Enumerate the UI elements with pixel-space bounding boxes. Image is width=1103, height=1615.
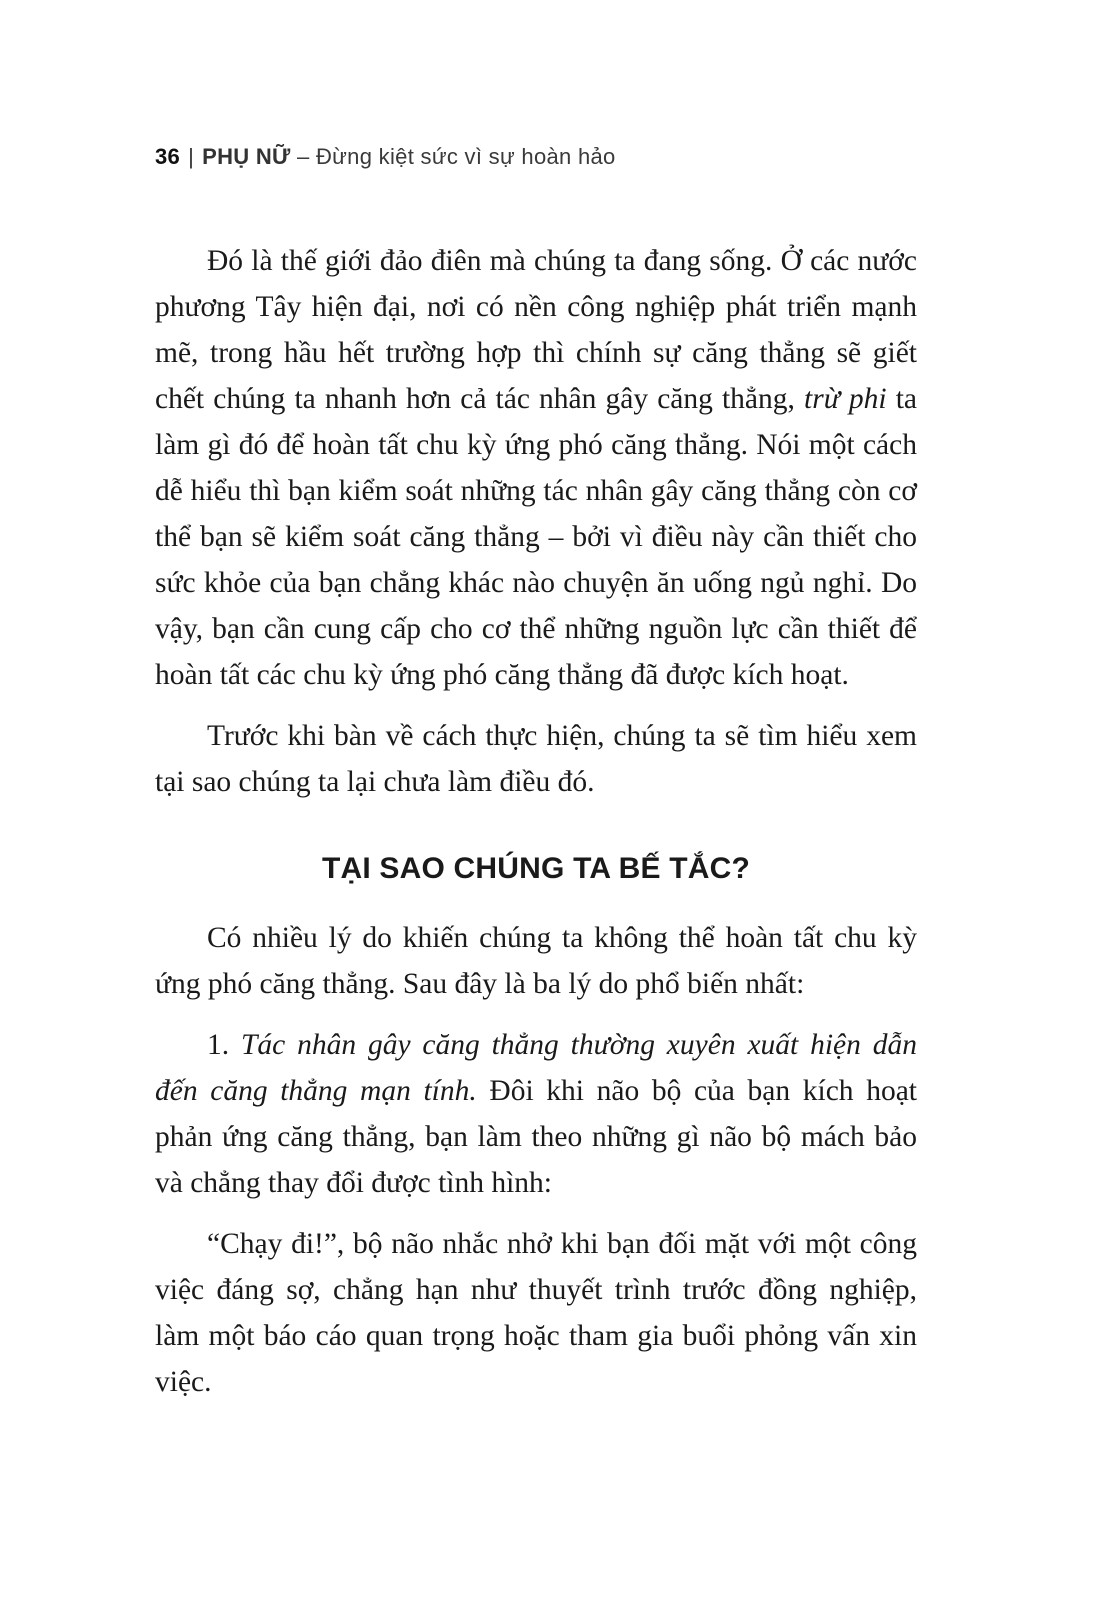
paragraph-2: Trước khi bàn về cách thực hiện, chúng ta sẽ tìm hiểu xem tại sao chúng ta lại chưa làm điều đó. [155,720,917,798]
list-number: 1. [207,1029,241,1061]
section-heading: TẠI SAO CHÚNG TA BẾ TẮC? [321,852,751,885]
paragraph-1-emphasis: trừ phi [804,383,887,415]
page-number: 36 [155,144,181,169]
paragraph-4 [155,1022,917,1206]
paragraph-1 [155,238,917,698]
paragraph-4-emphasis: Tác nhân gây căng thẳng thường xuyên xuất hiện dẫn đến căng thẳng mạn tính. [155,1029,917,1107]
running-header [155,144,616,170]
paragraph-4-rest: Đôi khi não bộ của bạn kích hoạt phản ứng căng thẳng, bạn làm theo những gì não bộ mách bảo và chẳng thay đổi được tình hình: [155,1075,917,1199]
book-series-title: PHỤ NỮ [202,144,291,169]
book-subtitle: – Đừng kiệt sức vì sự hoàn hảo [290,144,616,169]
paragraph-1-part-2: ta làm gì đó để hoàn tất chu kỳ ứng phó căng thẳng. Nói một cách dễ hiểu thì bạn kiểm soát những tác nhân gây căng thẳng còn cơ thể bạn sẽ kiểm soát căng thẳng – bởi vì điều này cần thiết cho sức khỏe của bạn chẳng khác nào chuyện ăn uống ngủ nghỉ. Do vậy, bạn cần cung cấp cho cơ thể những nguồn lực cần thiết để hoàn tất các chu kỳ ứng phó căng thẳng đã được kích hoạt. [155,383,917,691]
header-separator: | [188,144,195,169]
paragraph-1-part-1: Đó là thế giới đảo điên mà chúng ta đang sống. Ở các nước phương Tây hiện đại, nơi có nền công nghiệp phát triển mạnh mẽ, trong hầu hết trường hợp thì chính sự căng thẳng sẽ giết chết chúng ta nhanh hơn cả tác nhân gây căng thẳng, [155,245,917,415]
body-text [155,238,917,1420]
paragraph-3: Có nhiều lý do khiến chúng ta không thể hoàn tất chu kỳ ứng phó căng thẳng. Sau đây là ba lý do phổ biến nhất: [155,922,917,1000]
paragraph-5: “Chạy đi!”, bộ não nhắc nhở khi bạn đối mặt với một công việc đáng sợ, chẳng hạn như thuyết trình trước đồng nghiệp, làm một báo cáo quan trọng hoặc tham gia buổi phỏng vấn xin việc. [155,1228,917,1398]
